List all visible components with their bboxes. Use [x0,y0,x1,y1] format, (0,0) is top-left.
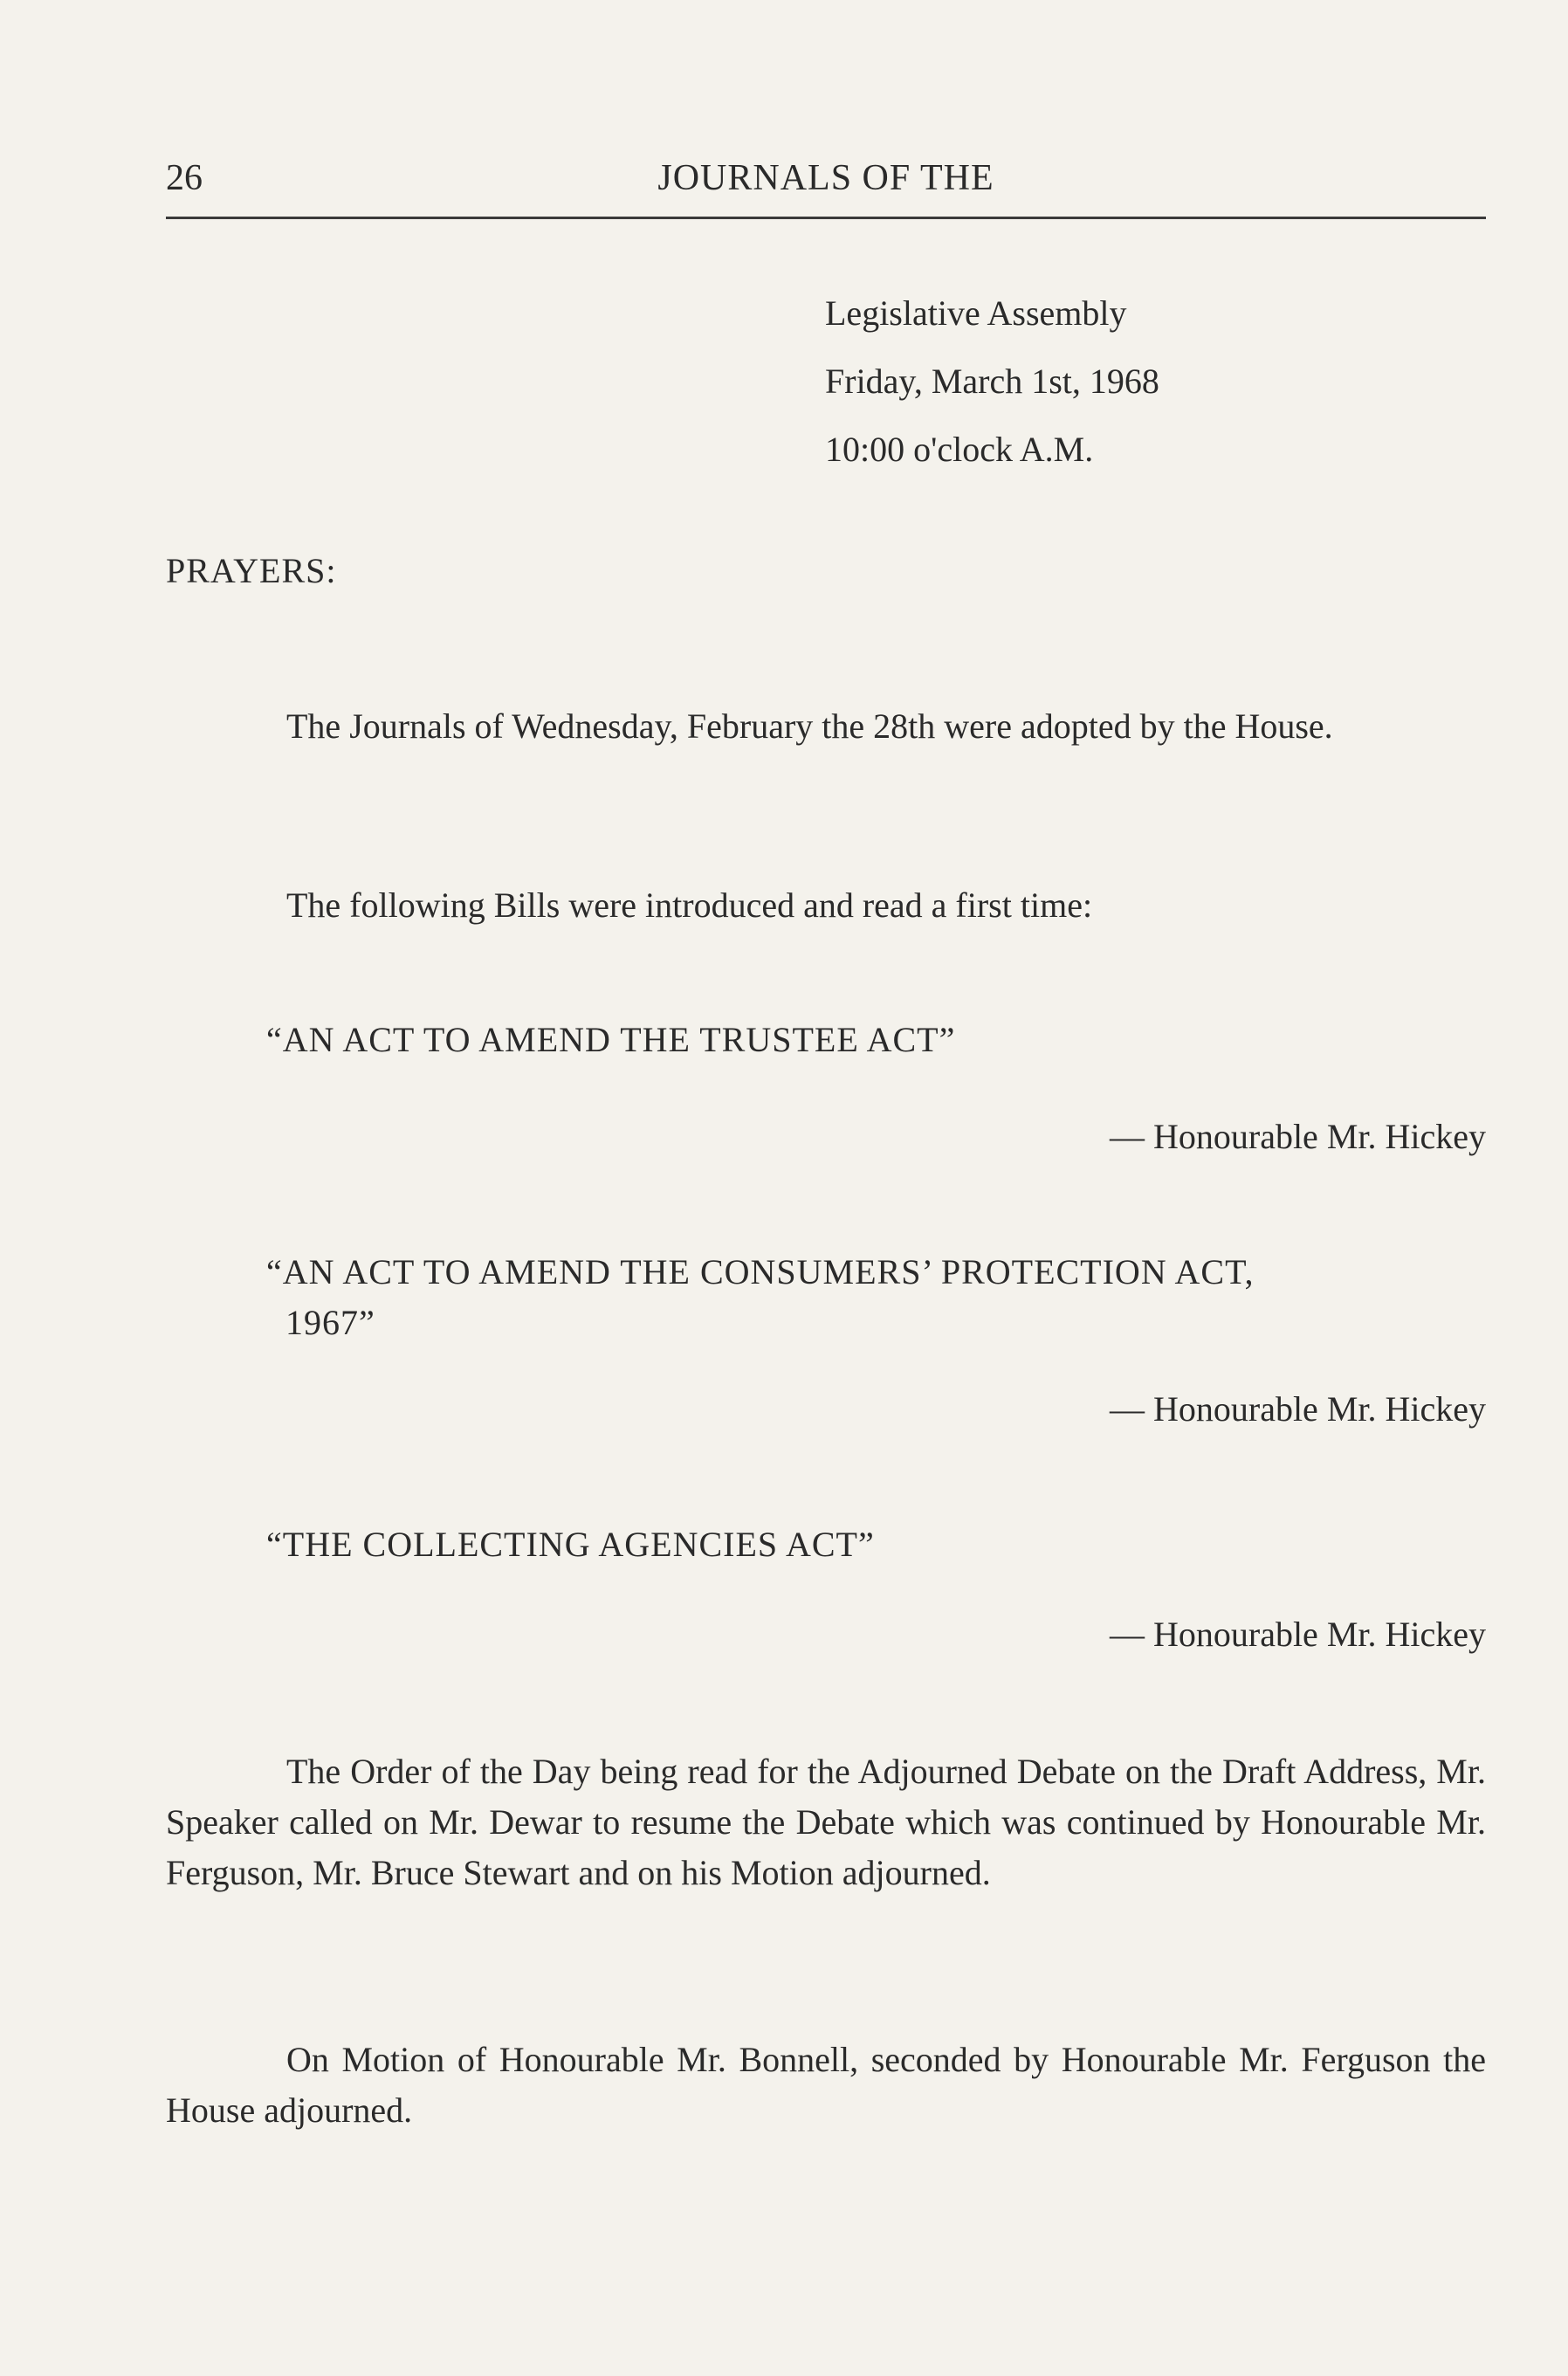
header-rule [166,217,1486,219]
bill-title [266,1015,1486,1065]
prayers-heading: PRAYERS: [166,551,337,590]
dateline-body: Legislative Assembly [825,293,1127,333]
dateline-date: Friday, March 1st, 1968 [825,362,1159,401]
dateline [825,279,1159,484]
page-header [166,157,1486,218]
bill-title [266,1519,1486,1570]
running-head: JOURNALS OF THE [657,158,994,198]
bill-title-line: “THE COLLECTING AGENCIES ACT” [266,1525,875,1564]
bill-sponsor: — Honourable Mr. Hickey [1109,1389,1486,1429]
journals-adopted-paragraph: The Journals of Wednesday, February the 28th were adopted by the House. [286,706,1333,746]
bill-sponsor: — Honourable Mr. Hickey [1109,1117,1486,1156]
bill-sponsor: — Honourable Mr. Hickey [1109,1615,1486,1654]
bill-title-line: “AN ACT TO AMEND THE CONSUMERS’ PROTECTION ACT, [266,1252,1255,1291]
bill-title-line: 1967” [285,1303,375,1342]
bills-intro-line: The following Bills were introduced and read a first time: [286,885,1093,925]
page-number: 26 [166,158,203,198]
adjournment-motion-paragraph: On Motion of Honourable Mr. Bonnell, seconded by Honourable Mr. Ferguson the House adjourned. [166,2040,1486,2130]
dateline-time: 10:00 o'clock A.M. [825,430,1094,469]
order-of-day-paragraph: The Order of the Day being read for the Adjourned Debate on the Draft Address, Mr. Speaker called on Mr. Dewar to resume the Debate which was continued by Honourable Mr. Ferguson, Mr. Bruce Stewart and on his Motion adjourned. [166,1752,1486,1892]
bill-title [266,1247,1486,1348]
bill-title-line: “AN ACT TO AMEND THE TRUSTEE ACT” [266,1020,956,1059]
